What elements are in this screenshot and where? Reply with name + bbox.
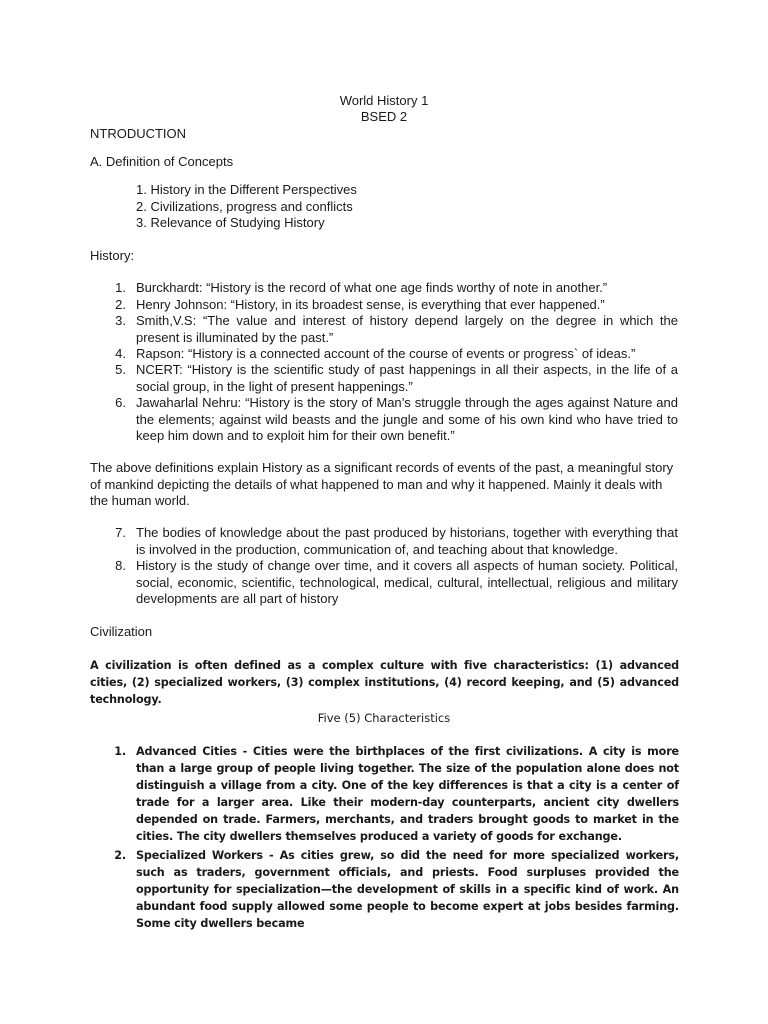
list-number: 1. (115, 280, 126, 295)
section-a-heading: A. Definition of Concepts (90, 154, 234, 169)
list-item (114, 847, 679, 932)
list-text: NCERT: “History is the scientific study of past happenings in all their aspects, in the life of a social group, in the light of present happenings.” (136, 362, 678, 394)
list-number: 7. (115, 525, 126, 540)
list-text: Advanced Cities - Cities were the birthplaces of the first civilizations. A city is more than a large group of people living together. The size of the population alone does not distinguish a village from a city. One of the key differences is that a city is a center of trade for a larger area. Like their modern-day counterparts, ancient city dwellers depended on trade. Farmers, merchants, and traders brought goods to market in the cities. The city dwellers themselves produced a variety of goods for exchange. (136, 745, 679, 843)
list-item (115, 297, 678, 314)
civilization-heading: Civilization (90, 624, 153, 639)
list-item (115, 346, 678, 363)
list-item (115, 313, 678, 346)
summary-paragraph: The above definitions explain History as a significant records of events of the past, a meaningful story of mankind depicting the details of what happened to man and why it happened. Mainly it deals with the human world. (90, 460, 674, 508)
list-number: 4. (115, 346, 126, 361)
five-characteristics-heading: Five (5) Characteristics (317, 711, 451, 725)
list-item (115, 525, 678, 558)
list-item (114, 743, 679, 845)
list-text: Jawaharlal Nehru: “History is the story of Man’s struggle through the ages against Nature and the elements; against wild beasts and the jungle and some of his own kind who have tried to keep him down and to exploit him for their own benefit.” (136, 395, 678, 443)
civilization-paragraph: A civilization is often defined as a complex culture with five characteristics: (1) advanced cities, (2) specialized workers, (3) complex institutions, (4) record keeping, and (5) advanced technology. (90, 659, 679, 706)
list-text: The bodies of knowledge about the past produced by historians, together with everything that is involved in the production, communication of, and teaching about that knowledge. (136, 525, 678, 557)
concept-item: 1. History in the Different Perspectives (136, 182, 357, 197)
list-item (115, 280, 678, 297)
list-number: 6. (115, 395, 126, 410)
list-item (115, 558, 678, 608)
introduction-heading: NTRODUCTION (90, 126, 187, 141)
history-heading: History: (90, 248, 135, 263)
document-title: World History 1 (339, 93, 429, 108)
list-number: 1. (114, 745, 126, 758)
concept-item: 2. Civilizations, progress and conflicts (136, 198, 353, 214)
list-number: 2. (114, 849, 126, 862)
list-number: 3. (115, 313, 126, 328)
document-subtitle: BSED 2 (360, 109, 408, 124)
list-number: 8. (115, 558, 126, 573)
list-text: Smith,V.S: “The value and interest of history depend largely on the degree in which the present is illuminated by the past.” (136, 313, 678, 345)
concepts-list (136, 182, 436, 232)
list-item (115, 362, 678, 395)
list-text: Burckhardt: “History is the record of what one age finds worthy of note in another.” (136, 280, 608, 295)
list-text: Rapson: “History is a connected account of the course of events or progress` of ideas.” (136, 346, 636, 361)
list-text: Henry Johnson: “History, in its broadest sense, is everything that ever happened.” (136, 297, 605, 312)
list-item (115, 395, 678, 445)
list-number: 5. (115, 362, 126, 377)
list-text: Specialized Workers - As cities grew, so did the need for more specialized workers, such as traders, government officials, and priests. Food surpluses provided the opportunity for specialization—the development of skills in a specific kind of work. An abundant food supply allowed some people to become expert at jobs besides farming. Some city dwellers became (136, 849, 679, 930)
concept-item: 3. Relevance of Studying History (136, 215, 325, 230)
list-text: History is the study of change over time, and it covers all aspects of human society. Political, social, economic, scientific, technological, medical, cultural, intellectual, religious and military developments are all part of history (136, 558, 678, 606)
list-number: 2. (115, 297, 126, 312)
